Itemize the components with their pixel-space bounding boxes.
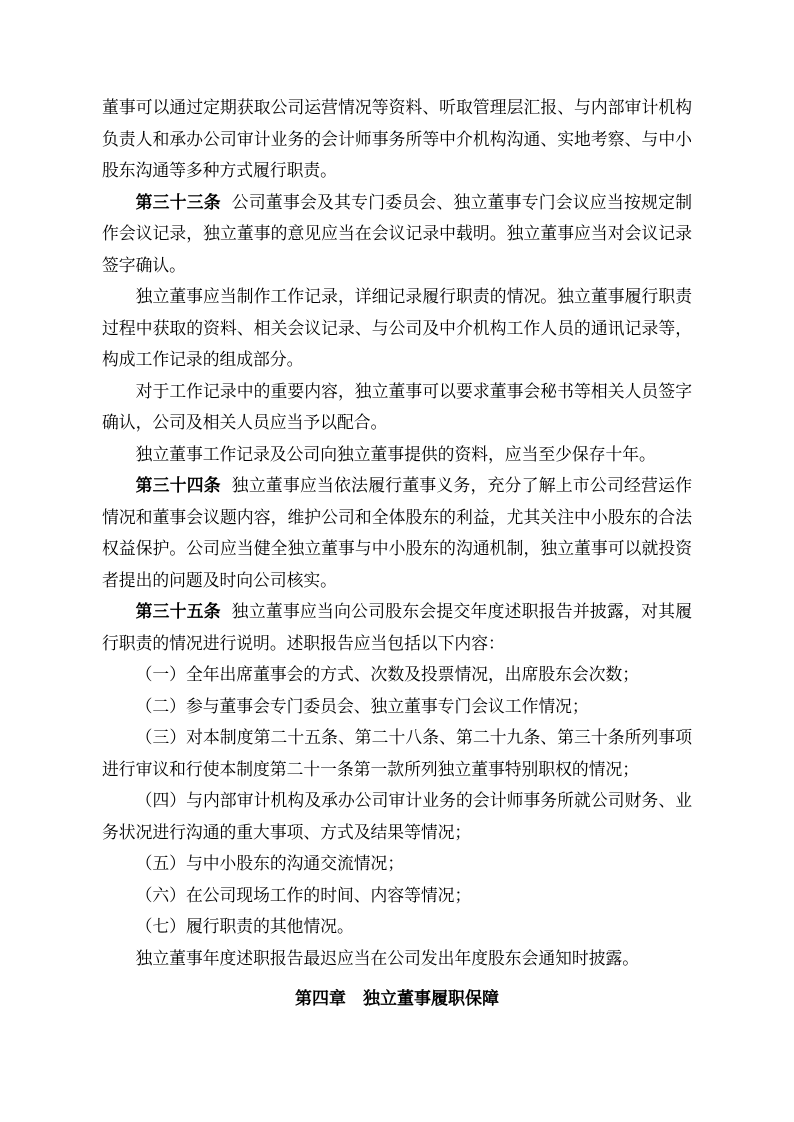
paragraph-text: 独立董事应当向公司股东会提交年度述职报告并披露，对其履行职责的情况进行说明。述职报告应当包括以下内容： — [102, 602, 692, 653]
paragraph-text: （四）与内部审计机构及承办公司审计业务的会计师事务所就公司财务、业务状况进行沟通的重大事项、方式及结果等情况； — [102, 791, 692, 842]
paragraph-text: （一）全年出席董事会的方式、次数及投票情况，出席股东会次数； — [135, 665, 640, 684]
chapter-heading — [102, 983, 692, 1015]
chapter-title: 独立董事履职保障 — [363, 989, 499, 1008]
paragraph — [102, 187, 692, 282]
paragraph — [102, 92, 692, 187]
paragraph-text: 对于工作记录中的重要内容，独立董事可以要求董事会秘书等相关人员签字确认，公司及相关人员应当予以配合。 — [102, 381, 692, 432]
paragraph-text: 独立董事应当制作工作记录，详细记录履行职责的情况。独立董事履行职责过程中获取的资料、相关会议记录、与公司及中介机构工作人员的通讯记录等，构成工作记录的组成部分。 — [102, 287, 692, 369]
paragraph — [102, 848, 692, 880]
paragraph — [102, 659, 692, 691]
paragraph-text: （五）与中小股东的沟通交流情况； — [135, 854, 405, 873]
paragraph — [102, 376, 692, 439]
article-number: 第三十四条 — [135, 476, 221, 495]
article-number: 第三十三条 — [135, 192, 221, 212]
paragraph-text: 独立董事应当依法履行董事义务，充分了解上市公司经营运作情况和董事会议题内容，维护公司和全体股东的利益，尤其关注中小股东的合法权益保护。公司应当健全独立董事与中小股东的沟通机制，独立董事可以就投资者提出的问题及时向公司核实。 — [102, 476, 692, 590]
paragraph-text: 公司董事会及其专门委员会、独立董事专门会议应当按规定制作会议记录，独立董事的意见应当在会议记录中载明。独立董事应当对会议记录签字确认。 — [102, 192, 692, 275]
paragraph — [102, 691, 692, 723]
paragraph-text: 独立董事工作记录及公司向独立董事提供的资料，应当至少保存十年。 — [135, 444, 656, 464]
paragraph-text: （七）履行职责的其他情况。 — [135, 917, 354, 936]
paragraph-text: （三）对本制度第二十五条、第二十八条、第二十九条、第三十条所列事项进行审议和行使本制度第二十一条第一款所列独立董事特别职权的情况； — [102, 728, 692, 779]
paragraph-text: （六）在公司现场工作的时间、内容等情况； — [135, 885, 472, 905]
paragraph — [102, 722, 692, 785]
paragraph-text: （二）参与董事会专门委员会、独立董事专门会议工作情况； — [135, 696, 589, 716]
paragraph — [102, 785, 692, 848]
paragraph-text: 董事可以通过定期获取公司运营情况等资料、听取管理层汇报、与内部审计机构负责人和承办公司审计业务的会计师事务所等中介机构沟通、实地考察、与中小股东沟通等多种方式履行职责。 — [102, 98, 692, 180]
article-number: 第三十五条 — [135, 602, 221, 621]
paragraph — [102, 596, 692, 659]
paragraph — [102, 281, 692, 376]
chapter-number: 第四章 — [295, 989, 346, 1008]
paragraph — [102, 470, 692, 596]
document-body — [102, 92, 692, 974]
paragraph-text: 独立董事年度述职报告最迟应当在公司发出年度股东会通知时披露。 — [135, 948, 640, 968]
paragraph — [102, 943, 692, 975]
paragraph — [102, 880, 692, 912]
paragraph — [102, 911, 692, 943]
paragraph — [102, 439, 692, 471]
